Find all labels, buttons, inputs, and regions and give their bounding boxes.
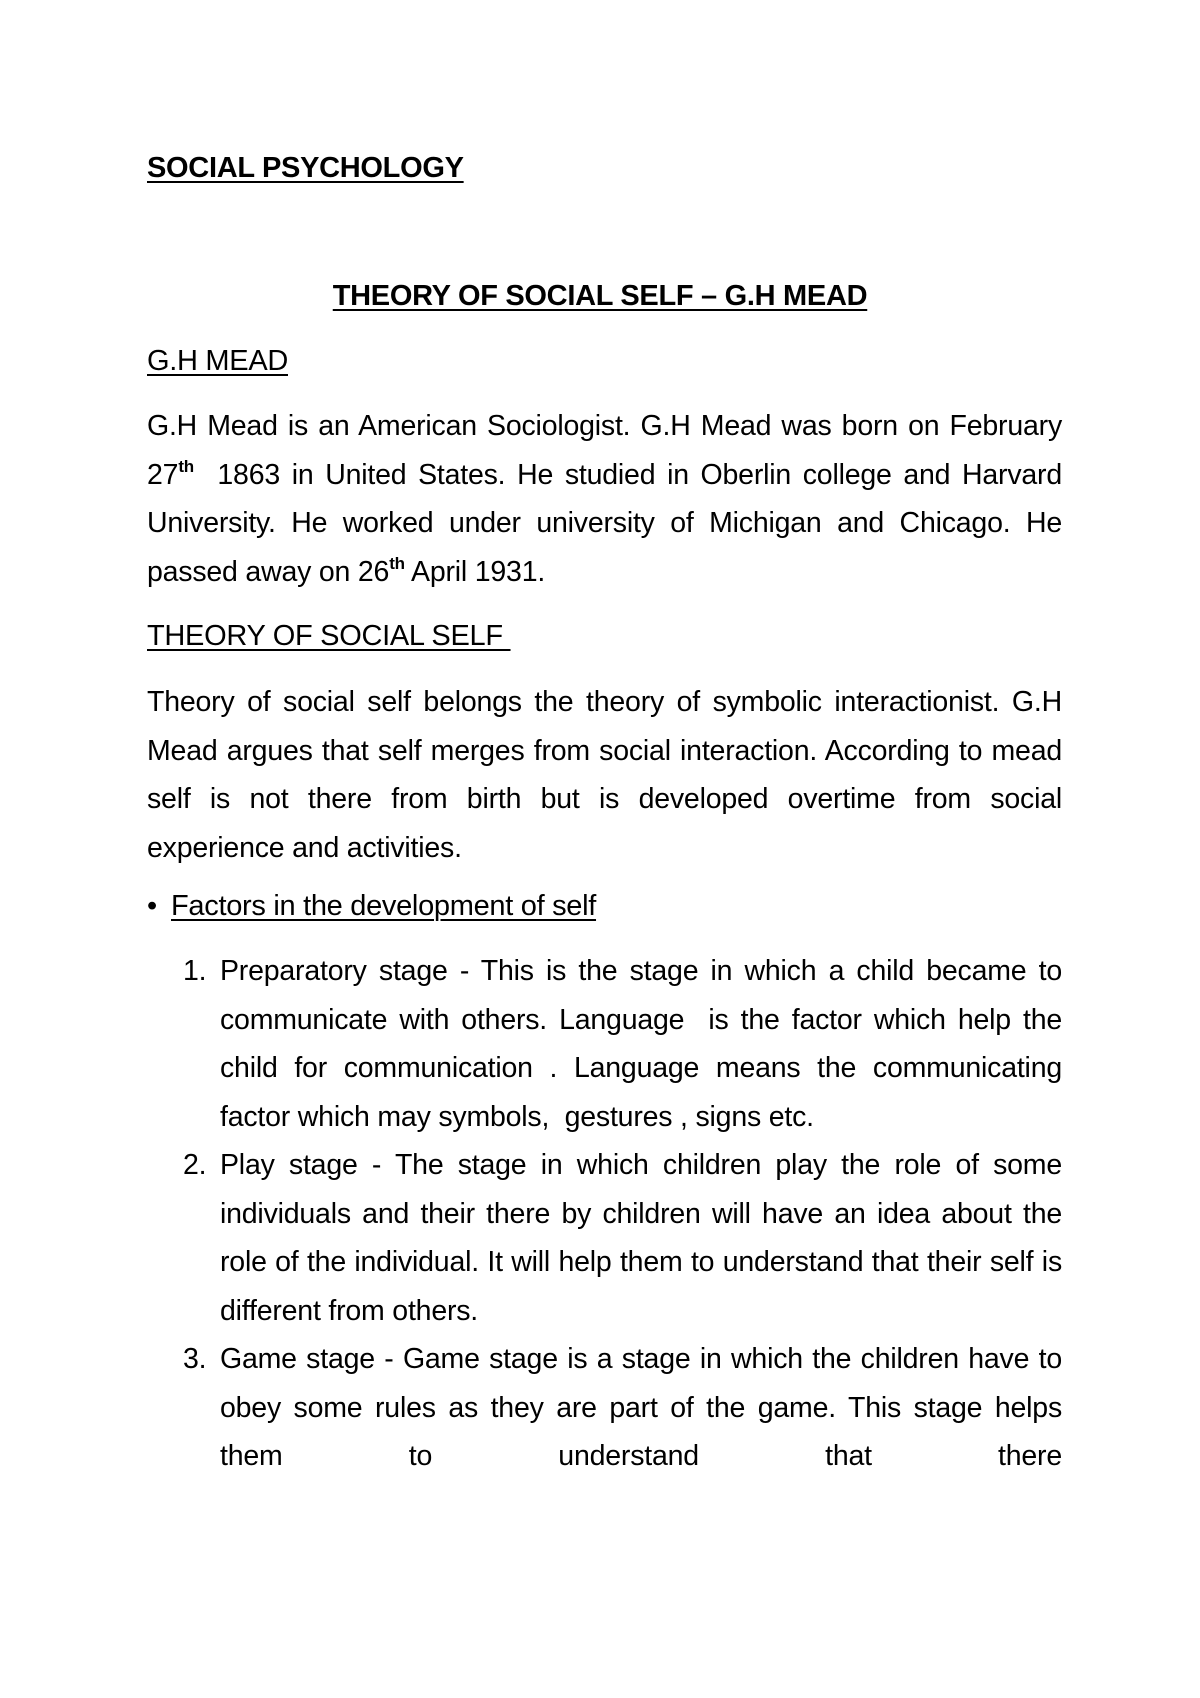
stages-list [147, 947, 1070, 1481]
theory-paragraph: Theory of social self belongs the theory of symbolic interactionist. G.H Mead argues that self merges from social interaction. According to mead self is not there from birth but is developed overtime from social experience and activities. [147, 686, 1062, 864]
list-item-number: 3. [183, 1343, 207, 1375]
biography-paragraph: G.H Mead is an American Sociologist. G.H Mead was born on February 27th 1863 in United States. He studied in Oberlin college and Harvard University. He worked under university of Michigan and Chicago. He passed away on 26th April 1931. [147, 410, 1070, 588]
list-item-text: Preparatory stage - This is the stage in which a child became to communicate with others. Language is the factor which help the child for communication . Language means the communicating factor which may symbols, gestures , signs etc. [220, 955, 1070, 1133]
list-item [147, 1141, 1062, 1335]
section-heading-gh-mead: G.H MEAD [147, 345, 288, 377]
document-title: SOCIAL PSYCHOLOGY [147, 152, 464, 184]
section-heading-theory: THEORY OF SOCIAL SELF [147, 620, 511, 652]
factors-heading: Factors in the development of self [171, 890, 597, 922]
list-item-text: Game stage - Game stage is a stage in which the children have to obey some rules as they are part of the game. This stage helps them to understand that there [220, 1343, 1062, 1472]
bullet-icon: • [147, 890, 157, 922]
list-item-number: 1. [183, 955, 207, 987]
list-item-text: Play stage - The stage in which children play the role of some individuals and their there by children will have an idea about the role of the individual. It will help them to understand that their self is different from others. [220, 1149, 1062, 1327]
document-subtitle: THEORY OF SOCIAL SELF – G.H MEAD [332, 280, 868, 312]
list-item [147, 947, 1070, 1141]
list-item [147, 1335, 1062, 1481]
factors-heading-line [147, 890, 596, 923]
list-item-number: 2. [183, 1149, 207, 1181]
